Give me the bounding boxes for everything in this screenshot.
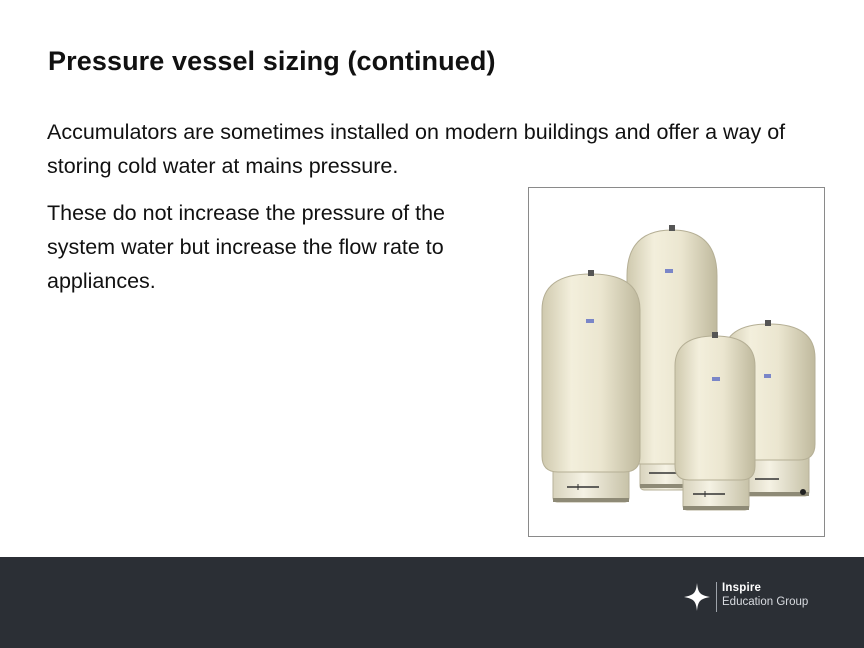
paragraph-flow-rate: These do not increase the pressure of the system water but increase the flow rate to appliances. [47, 201, 445, 293]
slide-title: Pressure vessel sizing (continued) [48, 46, 496, 76]
logo-name: Inspire [722, 582, 762, 594]
star-icon [684, 583, 710, 611]
tank-small-front [675, 332, 755, 510]
pressure-vessels-illustration [529, 188, 825, 537]
logo-divider [716, 582, 717, 612]
paragraph-accumulators: Accumulators are sometimes installed on modern buildings and offer a way of storing cold water at mains pressure. [47, 120, 786, 178]
tank-left [542, 270, 640, 502]
logo-subtitle: Education Group [722, 596, 809, 608]
inspire-logo [684, 582, 834, 612]
pressure-vessels-image [528, 187, 825, 537]
